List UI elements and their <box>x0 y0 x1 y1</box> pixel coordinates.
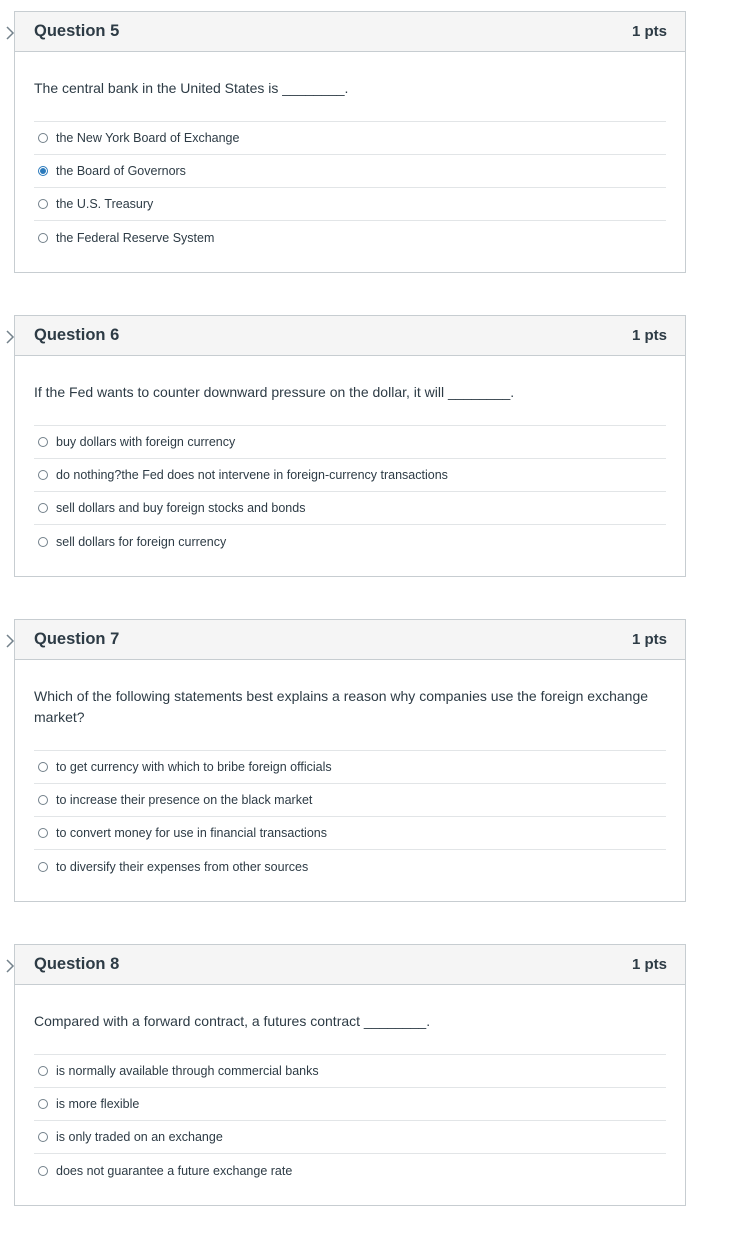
question-text: Which of the following statements best explains a reason why companies use the foreign exchange market? <box>34 688 649 725</box>
radio-button[interactable] <box>38 1066 48 1076</box>
question-title: Question 8 <box>34 955 120 973</box>
answer-label[interactable]: is normally available through commercial banks <box>56 1064 319 1078</box>
answer-option[interactable] <box>34 1088 666 1121</box>
chevron-right-icon <box>5 959 15 973</box>
answer-option[interactable] <box>34 525 666 558</box>
answer-label[interactable]: do nothing?the Fed does not intervene in foreign-currency transactions <box>56 468 448 482</box>
answer-label[interactable]: to diversify their expenses from other sources <box>56 859 309 874</box>
answer-option[interactable] <box>34 426 666 459</box>
question-text: If the Fed wants to counter downward pressure on the dollar, it will ________. <box>34 384 515 400</box>
radio-button[interactable] <box>38 166 48 176</box>
answer-option[interactable] <box>34 492 666 525</box>
answer-option[interactable] <box>34 1055 666 1088</box>
answer-label[interactable]: the U.S. Treasury <box>56 197 154 211</box>
question-header <box>15 12 685 52</box>
question-body <box>15 382 685 576</box>
answer-list <box>34 750 666 883</box>
answer-option[interactable] <box>34 1121 666 1154</box>
answer-option[interactable] <box>34 221 666 254</box>
answer-list <box>34 121 666 254</box>
answer-label[interactable]: to convert money for use in financial transactions <box>56 826 327 840</box>
question-title: Question 6 <box>34 326 120 344</box>
answer-option[interactable] <box>34 459 666 492</box>
question-points: 1 pts <box>631 631 667 648</box>
chevron-right-icon <box>5 330 15 344</box>
radio-button[interactable] <box>38 1099 48 1109</box>
answer-label[interactable]: is only traded on an exchange <box>56 1130 223 1144</box>
answer-option[interactable] <box>34 850 666 883</box>
chevron-right-icon <box>5 634 15 648</box>
answer-option[interactable] <box>34 817 666 850</box>
question-body <box>15 686 685 901</box>
question-points: 1 pts <box>631 23 667 40</box>
question-card-7 <box>14 619 686 902</box>
question-title: Question 7 <box>34 630 120 648</box>
question-title: Question 5 <box>34 22 120 40</box>
radio-button[interactable] <box>38 233 48 243</box>
question-header <box>15 945 685 985</box>
answer-label[interactable]: to get currency with which to bribe foreign officials <box>56 760 332 774</box>
question-body <box>15 78 685 272</box>
radio-button[interactable] <box>38 437 48 447</box>
question-points: 1 pts <box>631 327 667 344</box>
answer-label[interactable]: sell dollars and buy foreign stocks and bonds <box>56 501 306 515</box>
question-text: The central bank in the United States is ________. <box>34 80 349 96</box>
chevron-right-icon <box>5 26 15 40</box>
answer-label[interactable]: buy dollars with foreign currency <box>56 435 236 449</box>
answer-list <box>34 425 666 558</box>
answer-label[interactable]: the New York Board of Exchange <box>56 131 240 145</box>
answer-label[interactable]: is more flexible <box>56 1097 140 1111</box>
question-header <box>15 620 685 660</box>
answer-option[interactable] <box>34 1154 666 1187</box>
answer-label[interactable]: to increase their presence on the black market <box>56 793 313 807</box>
radio-button[interactable] <box>38 199 48 209</box>
radio-button[interactable] <box>38 503 48 513</box>
answer-label[interactable]: the Board of Governors <box>56 164 186 178</box>
radio-button[interactable] <box>38 1166 48 1176</box>
radio-button[interactable] <box>38 828 48 838</box>
question-card-8 <box>14 944 686 1206</box>
question-card-5 <box>14 11 686 273</box>
radio-button[interactable] <box>38 1132 48 1142</box>
radio-button[interactable] <box>38 762 48 772</box>
answer-option[interactable] <box>34 122 666 155</box>
answer-option[interactable] <box>34 784 666 817</box>
question-body <box>15 1011 685 1205</box>
answer-label[interactable]: does not guarantee a future exchange rate <box>56 1163 293 1178</box>
radio-button[interactable] <box>38 862 48 872</box>
radio-button[interactable] <box>38 133 48 143</box>
answer-option[interactable] <box>34 751 666 784</box>
radio-button[interactable] <box>38 795 48 805</box>
answer-option[interactable] <box>34 188 666 221</box>
radio-button[interactable] <box>38 470 48 480</box>
question-card-6 <box>14 315 686 577</box>
radio-button[interactable] <box>38 537 48 547</box>
answer-label[interactable]: sell dollars for foreign currency <box>56 534 227 549</box>
question-header <box>15 316 685 356</box>
question-text: Compared with a forward contract, a futures contract ________. <box>34 1013 431 1029</box>
answer-option[interactable] <box>34 155 666 188</box>
answer-list <box>34 1054 666 1187</box>
answer-label[interactable]: the Federal Reserve System <box>56 230 215 245</box>
question-points: 1 pts <box>631 956 667 973</box>
